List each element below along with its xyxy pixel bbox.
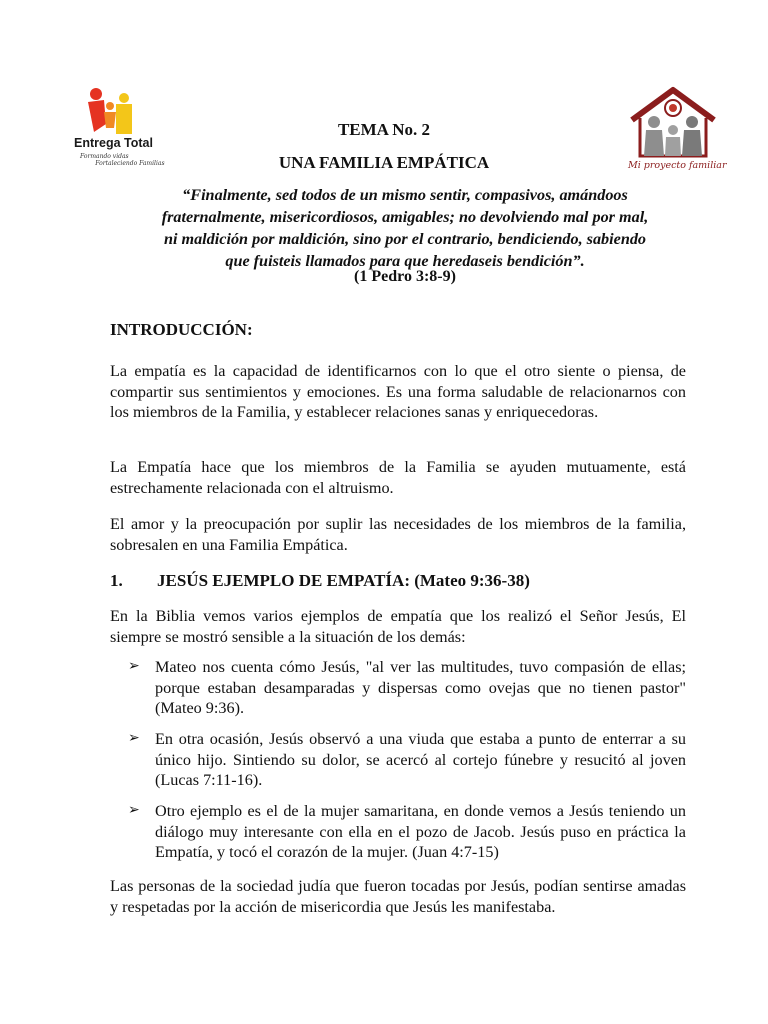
page-subtitle: UNA FAMILIA EMPÁTICA [278, 153, 490, 172]
section-number: 1. [110, 571, 123, 590]
logo-brand-text: Mi proyecto familiar [628, 160, 727, 171]
logo-tagline-line1: Formando vidas [80, 153, 129, 160]
intro-paragraph-3: El amor y la preocupación por suplir las necesidades de los miembros de la familia, sobresalen en una Familia Empática. [110, 515, 686, 554]
arrow-bullet-icon: ➢ [128, 658, 140, 674]
verse-line: “Finalmente, sed todos de un mismo sentir, compasivos, amándoos [182, 186, 628, 204]
arrow-bullet-icon: ➢ [128, 730, 140, 746]
list-item-text: Otro ejemplo es el de la mujer samaritana, en donde vemos a Jesús teniendo un diálogo muy interesante con ella en el pozo de Jacob. Jesús puso en práctica la Empatía, y tocó el corazón de la mujer. (Juan 4:7-15) [155, 802, 686, 861]
epigraph-verse [110, 184, 700, 272]
section-intro-paragraph: En la Biblia vemos varios ejemplos de empatía que los realizó el Señor Jesús, El siempre se mostró sensible a la situación de los demás: [110, 607, 686, 646]
section-heading: JESÚS EJEMPLO DE EMPATÍA: (Mateo 9:36-38) [157, 571, 530, 590]
intro-paragraph-1: La empatía es la capacidad de identificarnos con lo que el otro siente o piensa, de compartir sus sentimientos y emociones. Es una forma saludable de relacionarnos con los miembros de la Familia, y establecer relaciones sanas y enriquecedoras. [110, 362, 686, 421]
intro-paragraph-2: La Empatía hace que los miembros de la Familia se ayuden mutuamente, está estrechamente relacionada con el altruismo. [110, 458, 686, 497]
verse-line: que fuisteis llamados para que heredaseis bendición”. [225, 252, 585, 270]
intro-heading: INTRODUCCIÓN: [110, 320, 253, 339]
logo-brand-text: Entrega Total [74, 136, 153, 150]
page-title: TEMA No. 2 [337, 120, 431, 139]
list-item-text: En otra ocasión, Jesús observó a una viuda que estaba a punto de enterrar a su único hijo. Sintiendo su dolor, se acercó al cortejo fúnebre y resucitó al joven (Lucas 7:11-16). [155, 730, 686, 789]
closing-paragraph: Las personas de la sociedad judía que fueron tocadas por Jesús, podían sentirse amadas y respetadas por la acción de misericordia que Jesús les manifestaba. [110, 877, 686, 916]
list-item-text: Mateo nos cuenta cómo Jesús, "al ver las multitudes, tuvo compasión de ellas; porque estaban desamparadas y dispersas como ovejas que no tienen pastor" (Mateo 9:36). [155, 658, 686, 717]
verse-line: fraternalmente, misericordiosos, amigables; no devolviendo mal por mal, [161, 208, 649, 226]
logo-tagline-line2: Fortaleciendo Familias [95, 160, 165, 167]
arrow-bullet-icon: ➢ [128, 802, 140, 818]
verse-reference: (1 Pedro 3:8-9) [354, 268, 456, 285]
verse-line: ni maldición por maldición, sino por el contrario, bendiciendo, sabiendo [163, 230, 647, 248]
